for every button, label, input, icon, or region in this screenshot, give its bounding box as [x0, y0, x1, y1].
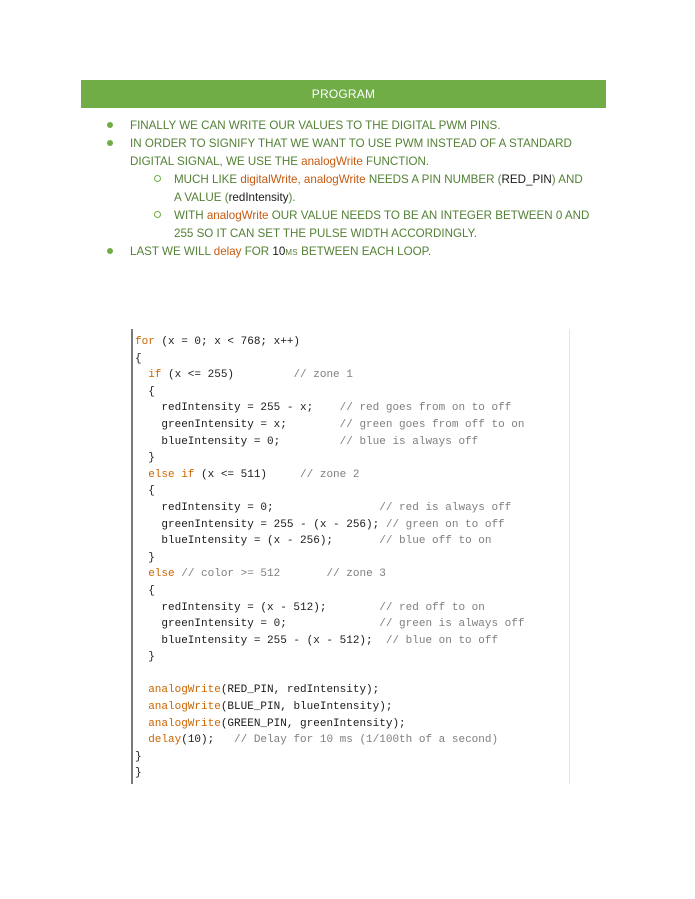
- code-left-border: [131, 329, 133, 784]
- code-text: redIntensity = 0;: [135, 501, 380, 514]
- bullet-text: A VALUE (: [174, 191, 229, 204]
- code-text: [280, 568, 326, 580]
- code-screenshot: [131, 329, 570, 784]
- code-comment: // color >= 512: [181, 568, 281, 581]
- code-line: [135, 616, 524, 633]
- bullet-list: [104, 117, 604, 262]
- code-text: [135, 568, 148, 580]
- delay-value: 10: [272, 245, 286, 258]
- bullet-text: FUNCTION.: [362, 155, 430, 168]
- code-keyword: if: [148, 369, 162, 382]
- code-text: {: [135, 352, 142, 365]
- pin-name: RED_PIN: [501, 173, 552, 186]
- code-keyword: analogWrite: [148, 717, 221, 730]
- code-text: [135, 469, 148, 481]
- bullet-dot-icon: [107, 248, 113, 254]
- code-text: }: [135, 750, 142, 763]
- code-text: blueIntensity = (x - 256);: [135, 535, 380, 548]
- code-block: [135, 334, 524, 782]
- code-comment: // blue off to on: [379, 535, 492, 548]
- code-line: [135, 649, 524, 666]
- code-text: (x <= 255): [161, 369, 294, 382]
- code-right-border: [569, 329, 570, 784]
- code-keyword: delay: [148, 734, 182, 747]
- code-line: [135, 500, 524, 517]
- bullet-item-3: [104, 243, 604, 262]
- code-text: blueIntensity = 255 - (x - 512);: [135, 634, 386, 647]
- bullet-dot-icon: [107, 122, 113, 128]
- bullet-text: FOR: [241, 245, 273, 258]
- code-comment: // green goes from off to on: [339, 418, 525, 431]
- code-line: [135, 566, 524, 583]
- hollow-circle-bullet-icon: [154, 175, 161, 182]
- code-comment: // zone 1: [293, 369, 353, 382]
- code-text: [135, 369, 148, 381]
- code-text: {: [135, 584, 155, 597]
- code-line: [135, 400, 524, 417]
- code-line: [135, 732, 524, 749]
- hollow-circle-bullet-icon: [154, 211, 161, 218]
- delay-unit: MS: [285, 248, 298, 257]
- code-text: (10);: [181, 734, 235, 747]
- code-line: [135, 417, 524, 434]
- code-text: }: [135, 651, 155, 664]
- bullet-text: IN ORDER TO SIGNIFY THAT WE WANT TO USE PWM INSTEAD OF A STANDARD: [130, 137, 572, 150]
- code-line: [135, 334, 524, 351]
- code-line: [135, 600, 524, 617]
- code-text: (x = 0; x < 768; x++): [154, 336, 301, 348]
- code-text: [135, 718, 148, 730]
- code-line: [135, 517, 524, 534]
- section-banner: [81, 80, 606, 108]
- function-name: delay: [213, 245, 242, 258]
- code-comment: // red is always off: [379, 501, 512, 514]
- code-keyword: for: [135, 336, 155, 348]
- code-line: [135, 550, 524, 567]
- bullet-text: OUR VALUE NEEDS TO BE AN INTEGER BETWEEN 0 AND: [268, 209, 590, 222]
- bullet-text: FINALLY WE CAN WRITE OUR VALUES TO THE DIGITAL PWM PINS.: [130, 119, 501, 132]
- code-line: [135, 749, 524, 766]
- code-text: redIntensity = 255 - x;: [135, 402, 340, 415]
- code-text: }: [135, 551, 155, 564]
- code-line: [135, 467, 524, 484]
- code-comment: // Delay for 10 ms (1/100th of a second): [234, 734, 499, 747]
- bullet-text: ) AND: [551, 173, 583, 186]
- code-keyword: else: [148, 568, 175, 581]
- function-name: analogWrite: [206, 209, 269, 222]
- code-line: [135, 765, 524, 782]
- bullet-item-2: [104, 135, 604, 171]
- bullet-text: NEEDS A PIN NUMBER (: [365, 173, 502, 186]
- code-keyword: else if: [148, 468, 195, 481]
- code-text: (BLUE_PIN, blueIntensity);: [220, 701, 393, 714]
- code-line: [135, 583, 524, 600]
- code-text: blueIntensity = 0;: [135, 435, 340, 448]
- sub-bullet-item-2: [104, 207, 604, 243]
- variable-name: redIntensity: [228, 191, 289, 204]
- code-comment: // blue is always off: [339, 435, 479, 448]
- code-line: [135, 483, 524, 500]
- code-line: [135, 351, 524, 368]
- code-comment: // red off to on: [379, 601, 485, 614]
- bullet-text: WITH: [174, 209, 207, 222]
- code-line: [135, 682, 524, 699]
- code-text: greenIntensity = x;: [135, 418, 340, 431]
- bullet-text: BETWEEN EACH LOOP.: [297, 245, 432, 258]
- code-line: [135, 367, 524, 384]
- code-line: [135, 384, 524, 401]
- code-text: [135, 734, 148, 746]
- code-text: (RED_PIN, redIntensity);: [220, 684, 380, 697]
- code-text: {: [135, 485, 155, 498]
- code-line: [135, 533, 524, 550]
- code-keyword: analogWrite: [148, 684, 221, 697]
- code-text: redIntensity = (x - 512);: [135, 601, 380, 614]
- bullet-item-1: [104, 117, 604, 135]
- code-text: [135, 684, 148, 696]
- section-title: PROGRAM: [311, 87, 376, 101]
- code-line: [135, 434, 524, 451]
- code-text: (x <= 511): [194, 468, 301, 481]
- code-comment: // red goes from on to off: [339, 402, 512, 415]
- code-text: (GREEN_PIN, greenIntensity);: [220, 717, 406, 730]
- code-line: [135, 666, 524, 683]
- code-line: [135, 450, 524, 467]
- code-text: greenIntensity = 255 - (x - 256);: [135, 518, 386, 531]
- sub-bullet-item-1: [104, 171, 604, 207]
- code-text: {: [135, 385, 155, 398]
- bullet-text: DIGITAL SIGNAL, WE USE THE: [130, 155, 302, 168]
- bullet-text: MUCH LIKE: [174, 173, 241, 186]
- bullet-text: ).: [288, 191, 296, 204]
- function-name: digitalWrite, analogWrite: [240, 173, 366, 186]
- function-name: analogWrite: [301, 155, 363, 168]
- code-text: }: [135, 767, 142, 780]
- code-line: [135, 633, 524, 650]
- code-text: [135, 701, 148, 713]
- code-comment: // green is always off: [379, 618, 525, 631]
- bullet-text: 255 SO IT CAN SET THE PULSE WIDTH ACCORDINGLY.: [174, 227, 478, 240]
- code-line: [135, 716, 524, 733]
- bullet-text: LAST WE WILL: [130, 245, 214, 258]
- code-keyword: analogWrite: [148, 701, 221, 714]
- code-text: greenIntensity = 0;: [135, 618, 380, 631]
- code-comment: // zone 2: [300, 468, 360, 481]
- bullet-dot-icon: [107, 140, 113, 146]
- code-line: [135, 699, 524, 716]
- code-comment: // green on to off: [385, 518, 505, 531]
- code-comment: // blue on to off: [385, 634, 499, 647]
- code-comment: // zone 3: [326, 568, 386, 581]
- code-text: }: [135, 452, 155, 465]
